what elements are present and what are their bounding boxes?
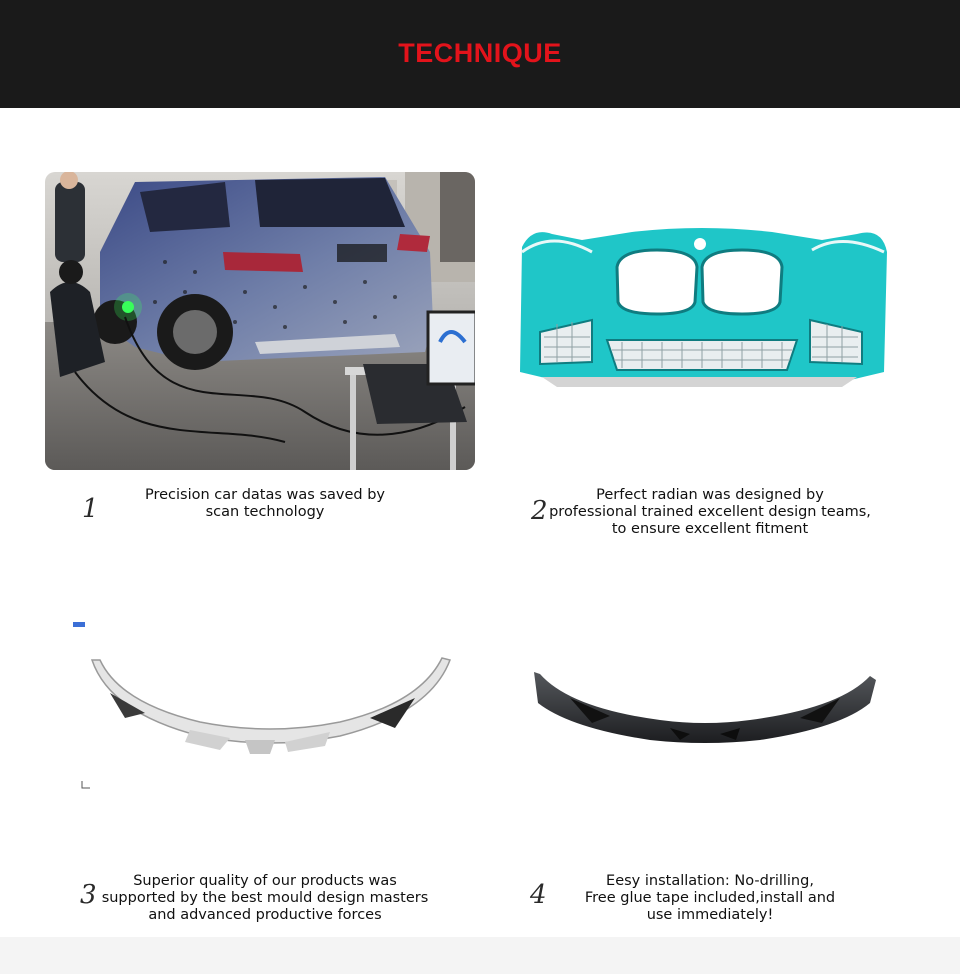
- step-number: 4: [530, 880, 547, 910]
- step-description: Superior quality of our products was supported by the best mould design masters and advanced productive forces: [101, 873, 429, 923]
- footer-band: [0, 937, 960, 974]
- step-number: 2: [531, 496, 548, 526]
- page-title: TECHNIQUE: [398, 38, 562, 68]
- lip-mould-render: [70, 618, 460, 793]
- page-header: [0, 0, 960, 108]
- step-description: Precision car datas was saved by scan technology: [144, 487, 385, 520]
- carbon-lip-product: [530, 668, 880, 748]
- step-description: Perfect radian was designed by professional trained excellent design teams, to ensure excellent fitment: [549, 487, 871, 537]
- step-number: 3: [80, 880, 97, 910]
- step-number: 1: [82, 494, 99, 524]
- step-description: Eesy installation: No-drilling, Free glue tape included,install and use immediately!: [584, 873, 836, 923]
- scan-photo: [45, 172, 475, 470]
- bumper-cad-model: [512, 222, 890, 390]
